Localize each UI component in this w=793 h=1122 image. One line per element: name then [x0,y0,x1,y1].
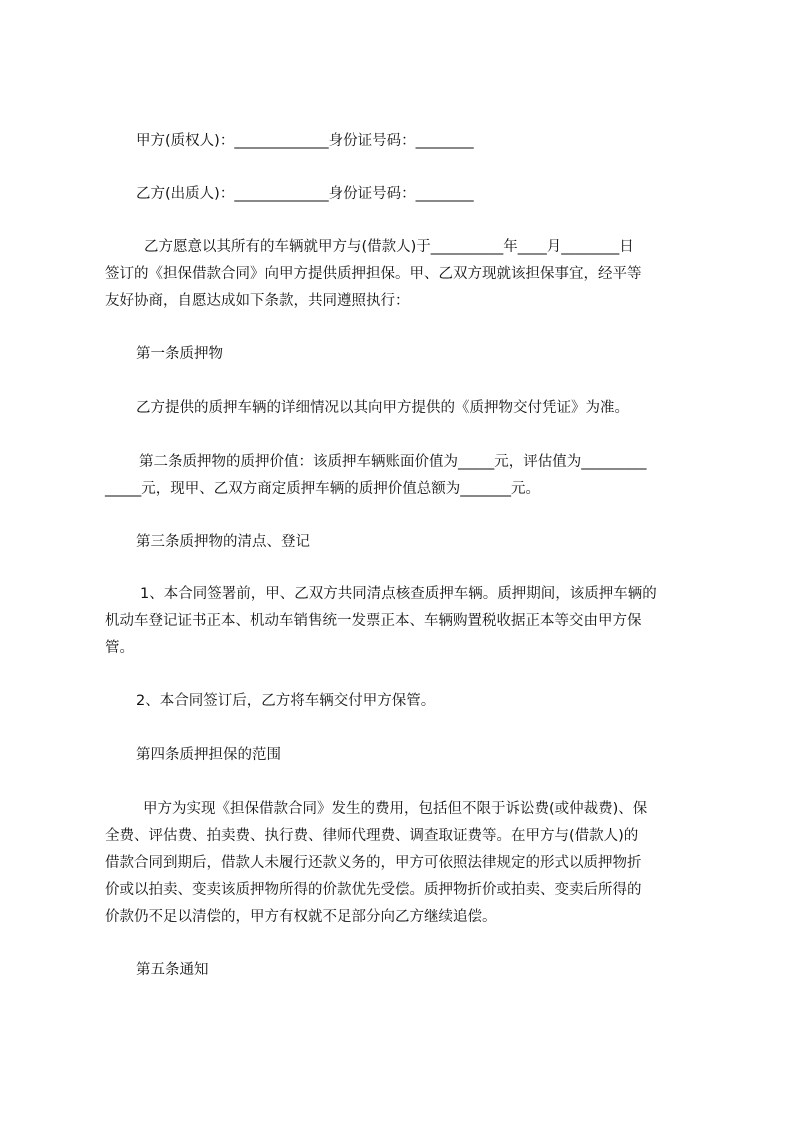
party-b-line: 乙方(出质人)：_____________身份证号码：________ [136,186,474,202]
intro-line-3: 友好协商，自愿达成如下条款，共同遵照执行： [105,293,410,309]
article-4-line-2: 全费、评估费、拍卖费、执行费、律师代理费、调查取证费等。在甲方与(借款人)的 [105,828,639,844]
article-4-line-5: 价款仍不足以清偿的，甲方有权就不足部分向乙方继续追偿。 [105,909,497,925]
article-1-text: 乙方提供的质押车辆的详细情况以其向甲方提供的《质押物交付凭证》为准。 [136,400,629,416]
intro-line-2: 签订的《担保借款合同》向甲方提供质押担保。甲、乙双方现就该担保事宜，经平等 [105,266,642,282]
article-3-p1-line-3: 管。 [105,640,134,656]
article-3-title: 第三条质押物的清点、登记 [136,534,310,550]
article-4-title: 第四条质押担保的范围 [136,747,281,763]
article-3-p1-line-1: 1、本合同签署前，甲、乙双方共同清点核查质押车辆。质押期间，该质押车辆的 [140,586,657,602]
article-4-line-4: 价或以拍卖、变卖该质押物所得的价款优先受偿。质押物折价或拍卖、变卖后所得的 [105,882,642,898]
party-a-line: 甲方(质权人)：_____________身份证号码：________ [136,133,474,149]
article-4-line-3: 借款合同到期后，借款人未履行还款义务的，甲方可依照法律规定的形式以质押物折 [105,855,642,871]
intro-line-1: 乙方愿意以其所有的车辆就甲方与(借款人)于__________年____月________日 [144,239,634,255]
article-2-line-2: _____元，现甲、乙双方商定质押车辆的质押价值总额为_______元。 [105,481,540,497]
article-3-p2: 2、本合同签订后，乙方将车辆交付甲方保管。 [136,693,436,709]
article-3-p1-line-2: 机动车登记证书正本、机动车销售统一发票正本、车辆购置税收据正本等交由甲方保 [105,613,642,629]
article-5-title: 第五条通知 [136,962,209,978]
article-2-line-1: 第二条质押物的质押价值：该质押车辆账面价值为_____元，评估值为_________ [139,454,647,470]
article-4-line-1: 甲方为实现《担保借款合同》发生的费用，包括但不限于诉讼费(或仲裁费)、保 [143,801,648,817]
article-1-title: 第一条质押物 [136,346,223,362]
